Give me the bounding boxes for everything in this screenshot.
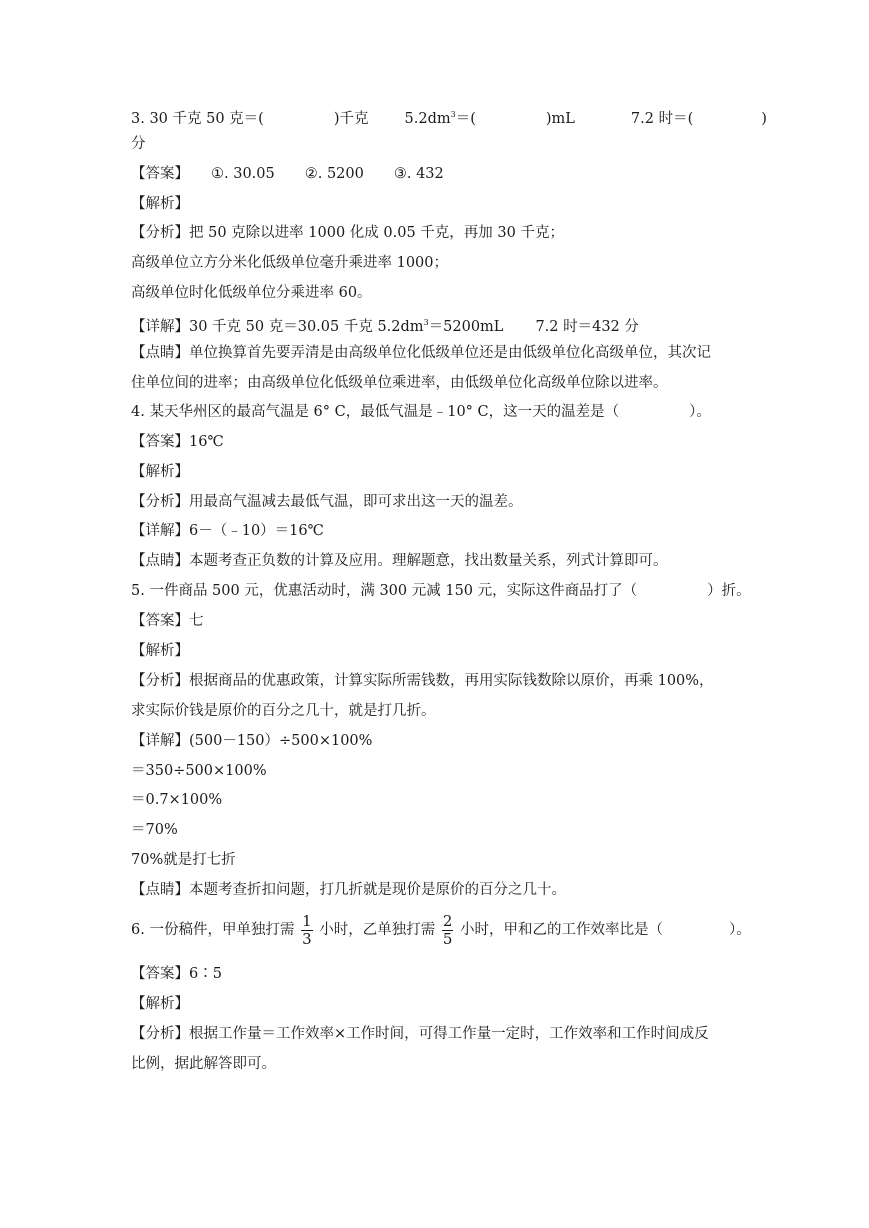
q5-jiexi: 【解析】: [131, 643, 189, 659]
q3-answer: [131, 164, 444, 184]
q5-xiangjie-2: ＝350÷500×100%: [131, 763, 267, 779]
answer-item: ②. 5200: [304, 166, 364, 182]
answer-tag: 【答案】: [131, 166, 189, 182]
q4-xiangjie: 【详解】6－（﹣10）＝16℃: [131, 523, 324, 539]
answer-item: ①. 30.05: [211, 166, 275, 182]
q5-stem: 5. 一件商品 500 元，优惠活动时，满 300 元减 150 元，实际这件商品打了（ ）折。: [131, 583, 751, 599]
q6-stem: 6. 一份稿件，甲单独打需 $\frac{1}{3}$ 小时，乙单独打需 $\frac{2}{5}$ 小时，甲和乙的工作效率比是（ ）。: [131, 911, 751, 948]
q6-fenxi-2: 比例，据此解答即可。: [131, 1056, 276, 1072]
q4-dianjing: 【点睛】本题考查正负数的计算及应用。理解题意，找出数量关系，列式计算即可。: [131, 553, 668, 569]
q6-jiexi: 【解析】: [131, 996, 189, 1012]
q5-fenxi-2: 求实际价钱是原价的百分之几十，就是打几折。: [131, 703, 436, 719]
q3-dianjing-2: 住单位间的进率；由高级单位化低级单位乘进率，由低级单位化高级单位除以进率。: [131, 375, 668, 391]
q3-dianjing-1: 【点睛】单位换算首先要弄清是由高级单位化低级单位还是由低级单位化高级单位，其次记: [131, 345, 711, 361]
q4-answer: 【答案】16℃: [131, 434, 224, 450]
q5-xiangjie-3: ＝0.7×100%: [131, 792, 223, 808]
q3-jiexi: 【解析】: [131, 196, 189, 212]
q3-stem-wrap: 分: [131, 136, 146, 152]
q6-answer: 【答案】6∶5: [131, 966, 222, 982]
q3-fenxi-1: 【分析】把 50 克除以进率 1000 化成 0.05 千克，再加 30 千克；: [131, 225, 564, 241]
q5-xiangjie-5: 70%就是打七折: [131, 852, 236, 868]
q4-fenxi: 【分析】用最高气温减去最低气温，即可求出这一天的温差。: [131, 494, 523, 510]
q4-stem: 4. 某天华州区的最高气温是 6° C，最低气温是﹣10° C，这一天的温差是（ ）。: [131, 404, 711, 420]
answer-item: ③. 432: [393, 166, 444, 182]
q3-stem-c: 7.2 时＝(: [630, 110, 694, 127]
fraction-two-fifths: $\frac{2}{5}$: [442, 911, 453, 948]
q5-answer: 【答案】七: [131, 613, 204, 629]
q3-fenxi-3: 高级单位时化低级单位分乘进率 60。: [131, 285, 372, 301]
q3-stem-a: 3. 30 千克 50 克＝(: [131, 110, 264, 127]
q6-fenxi-1: 【分析】根据工作量＝工作效率×工作时间，可得工作量一定时，工作效率和工作时间成反: [131, 1026, 709, 1042]
q3-stem: 3. 30 千克 50 克＝( )千克 $5.2dm^3=$( )mL 7.2 时＝( ): [131, 110, 767, 127]
q3-xiangjie: 【详解】30 千克 50 克＝30.05 千克 $5.2dm^3=5200mL$ 7.2 时＝432 分: [131, 318, 639, 335]
q3-fenxi-2: 高级单位立方分米化低级单位毫升乘进率 1000；: [131, 255, 449, 271]
q5-xiangjie-4: ＝70%: [131, 822, 178, 838]
q5-xiangjie-1: 【详解】(500－150）÷500×100%: [131, 733, 373, 749]
q5-fenxi-1: 【分析】根据商品的优惠政策，计算实际所需钱数，再用实际钱数除以原价，再乘 100%，: [131, 673, 714, 689]
q4-jiexi: 【解析】: [131, 464, 189, 480]
q3-stem-b: 5.2dm: [404, 110, 451, 127]
q5-dianjing: 【点睛】本题考查折扣问题，打几折就是现价是原价的百分之几十。: [131, 882, 566, 898]
fraction-one-third: $\frac{1}{3}$: [302, 911, 312, 948]
